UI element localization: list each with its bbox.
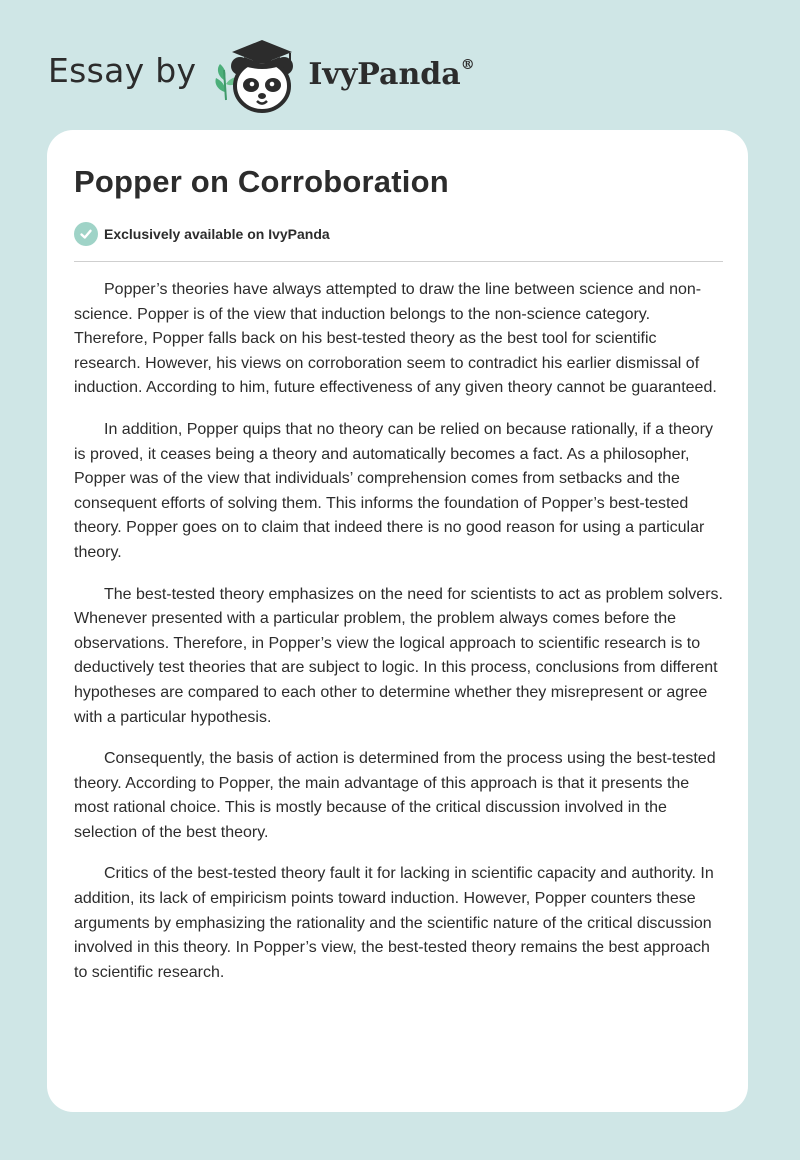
- paragraph: Critics of the best-tested theory fault it for lacking in scientific capacity and authority. In addition, its lack of empiricism points toward induction. However, Popper counters these arguments by emphasizing the rationality and the scientific nature of the critical discussion involved in this theory. In Popper’s view, the best-tested theory remains the best approach to scientific research.: [74, 865, 714, 981]
- site-header: [48, 36, 475, 116]
- essay-body: [74, 278, 724, 1002]
- badge-label: Exclusively available on IvyPanda: [104, 226, 330, 242]
- paragraph: Popper’s theories have always attempted to draw the line between science and non-science. Popper is of the view that induction belongs to the non-science category. Therefore, Popper falls back on his best-tested theory as the best tool for scientific research. However, his views on corroboration seem to contradict his earlier dismissal of induction. According to him, future effectiveness of any given theory cannot be guaranteed.: [74, 281, 717, 397]
- paragraph: Consequently, the basis of action is determined from the process using the best-tested theory. According to Popper, the main advantage of this approach is that it presents the most rational choice. This is mostly because of the critical discussion involved in the selection of the best theory.: [74, 750, 716, 841]
- page-title: Popper on Corroboration: [74, 164, 449, 199]
- registered-mark: ®: [460, 56, 475, 73]
- paragraph: In addition, Popper quips that no theory can be relied on because rationally, if a theory is proved, it ceases being a theory and automatically becomes a fact. As a philosopher, Popper was of the view that individuals’ comprehension comes from setbacks and the consequent efforts of solving them. This informs the foundation of Popper’s best-tested theory. Popper goes on to claim that indeed there is no good reason for using a particular theory.: [74, 420, 713, 561]
- panda-logo-icon[interactable]: [210, 36, 302, 116]
- essay-card: [47, 130, 748, 1112]
- brand-name[interactable]: [308, 57, 474, 92]
- paragraph: The best-tested theory emphasizes on the need for scientists to act as problem solvers. Whenever presented with a particular problem, the problem always comes before the observations. Therefore, in Popper’s view the logical approach to scientific research is to deductively test theories that are subject to logic. In this process, conclusions from different hypotheses are compared to each other to determine whether they misrepresent or agree with a particular hypothesis.: [74, 585, 723, 726]
- brand-name-text: IvyPanda: [308, 56, 461, 92]
- divider: [74, 261, 723, 262]
- exclusive-badge: [74, 222, 330, 246]
- essay-by-label: Essay by: [48, 50, 197, 90]
- check-circle-icon: [74, 222, 98, 246]
